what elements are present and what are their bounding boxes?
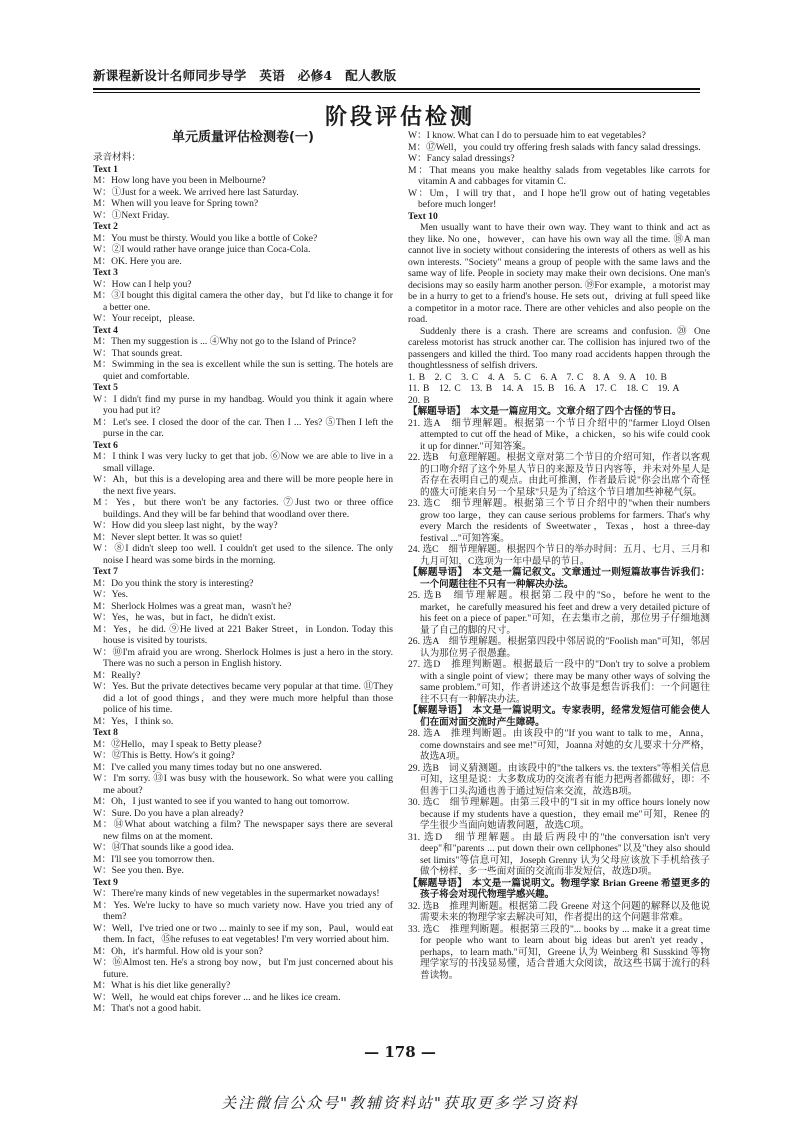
text-line: M：OK. Here you are. — [93, 255, 182, 267]
text-line: M：Then my suggestion is ... ④Why not go to the Island of Prince? — [93, 336, 356, 347]
answers-list — [408, 130, 710, 981]
text-line: M：When will you leave for Spring town? — [93, 198, 259, 209]
text-line: M：You must be thirsty. Would you like a bottle of Coke? — [93, 232, 318, 244]
text-line: 26. 选A 细节理解题。根据第四段中邻居说的"Foolish man"可知，邻居认为那位男子很愚蠢。 — [408, 636, 710, 659]
guide-note: 【解题导语】 本文是一篇记叙文。文章通过一则短篇故事告诉我们：一个问题往往不只有一种解决办法。 — [408, 567, 710, 590]
text-line: 录音材料： — [93, 152, 141, 163]
text-line: M：⑰Well，you could try offering fresh salads with fancy salad dressings. — [408, 141, 701, 153]
text-line: W：That sounds great. — [93, 347, 183, 359]
text-line: W：Yes. But the private detectives became very popular at that time. ⑪They did a lot of good things，and they were much more helpful than those police of his time. — [93, 681, 393, 715]
text-heading: Text 3 — [93, 267, 118, 278]
page-number: — 178 — — [364, 1043, 436, 1061]
text-line: W：Sure. Do you have a plan already? — [93, 807, 244, 819]
text-line: 21. 选A 细节理解题。根据第一个节日介绍中的"farmer Lloyd Olsen attempted to cut off the head of Mike，a chicken，so his wife could cook it up for dinner."可知答案。 — [408, 417, 710, 452]
text-line: M：Yes. We're lucky to have so much variety now. Have you tried any of them? — [93, 899, 393, 922]
text-line: 11. B 12. C 13. B 14. A 15. B 16. A 17. C 18. C 19. A — [408, 383, 680, 394]
text-line: W：Well，he would eat chips forever ... and he likes ice cream. — [93, 991, 341, 1003]
text-line: M：Really? — [93, 669, 141, 681]
text-line: 30. 选C 细节理解题。由第三段中的"I sit in my office hours lonely now because if my students have a question，they email me"可知，Renee 的学生很少当面向她请教问题，故选C项。 — [408, 797, 710, 831]
left-column — [93, 130, 393, 1015]
text-line: 20. B — [408, 394, 430, 406]
text-line: W：I know. What can I do to persuade him to eat vegetables? — [408, 130, 646, 141]
section-subtitle: 单元质量评估检测卷(一) — [172, 130, 314, 145]
text-line: M：I think I was very lucky to get that job. ⑥Now we are able to live in a small village. — [93, 451, 393, 474]
text-heading: Text 10 — [408, 210, 438, 222]
right-column — [408, 130, 710, 981]
guide-note: 【解题导语】 本文是一篇应用文。文章介绍了四个古怪的节日。 — [408, 406, 682, 417]
text-line: M：I'll see you tomorrow then. — [93, 853, 215, 865]
text-line: W：②I would rather have orange juice than Coca-Cola. — [93, 244, 311, 255]
text-line: 24. 选C 细节理解题。根据四个节日的举办时间：五月、七月、三月和九月可知，C选项为一年中最早的节日。 — [408, 544, 710, 567]
text-line: W：①Next Friday. — [93, 209, 170, 221]
text-line: W：I'm sorry. ⑬I was busy with the housework. So what were you calling me about? — [93, 773, 393, 796]
text-heading: Text 2 — [93, 221, 118, 232]
running-header: 新课程新设计名师同步导学 英语 必修4 配人教版 — [93, 68, 397, 83]
guide-note: 【解题导语】 本文是一篇说明文。专家表明，经常发短信可能会使人们在面对面交流时产生障碍。 — [408, 705, 710, 728]
text-line: W：①Just for a week. We arrived here last Saturday. — [93, 186, 299, 198]
text-line: W：⑫This is Betty. How's it going? — [93, 750, 235, 761]
text-line: M：How long have you been in Melbourne? — [93, 175, 266, 186]
text-line: M：Yes，he did. ⑨He lived at 221 Baker Street，in London. Today this house is visited by tourists. — [93, 623, 393, 646]
text-heading: Text 1 — [93, 163, 118, 175]
text-line: W：Your receipt，please. — [93, 313, 195, 324]
text-heading: Text 5 — [93, 382, 118, 393]
header-rule-thin — [93, 92, 700, 93]
text-line: 32. 选B 推理判断题。根据第二段 Greene 对这个问题的解释以及他说需要未来的物理学家去解决可知，作者提出的这个问题非常难。 — [408, 900, 710, 923]
text-line: W：⑩I'm afraid you are wrong. Sherlock Holmes is just a hero in the story. There was no such a person in English history. — [93, 646, 393, 669]
text-line: M：Sherlock Holmes was a great man，wasn't he? — [93, 600, 292, 612]
text-line: M：That means you make healthy salads from vegetables like carrots for vitamin A and cabbages for vitamin C. — [408, 164, 710, 187]
text-line: W：⑭That sounds like a good idea. — [93, 842, 234, 853]
text-heading: Text 4 — [93, 324, 118, 336]
text-line: M：Yes，but there won't be any factories. ⑦Just two or three office buildings. And they will be far behind that woodland over there. — [93, 497, 393, 520]
text-line: W：Yes，he was，but in fact，he didn't exist. — [93, 612, 276, 623]
text-line: W：There're many kinds of new vegetables in the supermarket nowadays! — [93, 888, 380, 899]
page-title: 阶段评估检测 — [324, 104, 475, 130]
text-heading: Text 8 — [93, 727, 118, 738]
text-line: W：Fancy salad dressings? — [408, 153, 515, 164]
text-line: W：See you then. Bye. — [93, 865, 184, 876]
text-line: W：Well，I've tried one or two ... mainly to see if my son，Paul，would eat them. In fact，⑮he refuses to eat vegetables! I'm very worried about him. — [93, 922, 393, 945]
text-line: 22. 选B 句意理解题。根据文章对第二个节日的介绍可知，作者以客观的口吻介绍了这个外星人节日的来源及节日内容等，并未对外星人是否存在表明自己的观点。由此可推测，作者最后说"你会出席个奇怪的盛大可能来自另一个星球"只是为了给这个节日增加些神秘气氛。 — [408, 452, 710, 498]
text-heading: Text 6 — [93, 439, 118, 451]
text-line: M：③I bought this digital camera the other day，but I'd like to change it for a better one. — [93, 290, 393, 313]
text-line: M：Do you think the story is interesting? — [93, 577, 254, 589]
text-line: M：Oh，it's harmful. How old is your son? — [93, 945, 263, 957]
text-line: 33. 选C 推理判断题。根据第三段的"... books by ... make it a great time for people who want to learn about big ideas but aren't yet ready，perhaps，to learn math."可知，Greene 认为 Weinberg 和 Susskind 等物理学家写的书浅显易懂，适合普通大众阅读，故这些书属于流行的科普读物。 — [408, 923, 710, 981]
text-line: M：Yes，I think so. — [93, 715, 174, 727]
text-line: 29. 选B 词义猜测题。由该段中的"the talkers vs. the texters"等相关信息可知，这里是说：大多数成功的交流者有能力把两者都做好，即：不但善于口头沟通也善于通过短信来交流，故选B项。 — [408, 762, 710, 797]
text-line: W：Yes. — [93, 589, 129, 600]
text-line: M：What is his diet like generally? — [93, 980, 231, 991]
text-line: W：How did you sleep last night，by the way? — [93, 520, 278, 531]
text-heading: Text 7 — [93, 566, 118, 577]
text-line: M：Never slept better. It was so quiet! — [93, 531, 243, 543]
text-line: W：⑧I didn't sleep too well. I couldn't get used to the silence. The only noise I heard was some birds in the morning. — [93, 543, 393, 566]
text-line: M：Let's see. I closed the door of the car. Then I ... Yes? ⑤Then I left the purse in the car. — [93, 416, 393, 439]
text-line: 23. 选C 细节理解题。根据第三个节日介绍中的"when their numbers grow too large，they can cause serious problems for farmers. That's why every March the residents of Sweetwater，Texas，host a three-day festival ..."可知答案。 — [408, 498, 710, 544]
text-line: M：Swimming in the sea is excellent while the sun is setting. The hotels are quiet and comfortable. — [93, 359, 393, 382]
text-line: W：Um，I will try that，and I hope he'll grow out of hating vegetables before much longer! — [408, 187, 710, 210]
text-line: 27. 选D 推理判断题。根据最后一段中的"Don't try to solve a problem with a single point of view；there may be many other ways of solving the same problem."可知，作者讲述这个故事是想告诉我们：一个问题往往不只有一种解决办法。 — [408, 659, 710, 705]
text-heading: Text 9 — [93, 876, 118, 888]
text-line: W：How can I help you? — [93, 278, 192, 290]
header-rule — [93, 88, 700, 90]
text-line: Men usually want to have their own way. They want to think and act as they like. No one，however，can have his own way all the time. ⑱A man cannot live in society without considering the interests of others as well as his own interests. "Society" means a group of people with the same laws and the same way of life. People in society may make their own decisions. One man's decisions may so easily harm another person. ⑲For example，a motorist may be in a hurry to get to a friend's house. He sets out，driving at full speed like a competitor in a motor race. There are other vehicles and also people on the road. — [408, 222, 710, 325]
text-line: 28. 选A 推理判断题。由该段中的"If you want to talk to me，Anna，come downstairs and see me!"可知，Joanna 对她的女儿要求十分严格，故选A项。 — [408, 728, 710, 762]
text-line: 1. B 2. C 3. C 4. A 5. C 6. A 7. C 8. A 9. A 10. B — [408, 371, 667, 383]
text-line: M：That's not a good habit. — [93, 1003, 202, 1014]
text-line: 31. 选D 细节理解题。由最后两段中的"the conversation isn't very deep"和"parents ... put down their own cellphones"以及"they also should set limits"等信息可知，Joseph Grenny 认为父母应该放下手机给孩子做个榜样，多一些面对面的交流而非发短信，故选D项。 — [408, 831, 710, 877]
text-line: W：Ah，but this is a developing area and there will be more people here in the next five years. — [93, 474, 393, 497]
guide-note: 【解题导语】 本文是一篇说明文。物理学家 Brian Greene 希望更多的孩子将会对现代物理学感兴趣。 — [408, 877, 710, 900]
text-line: 25. 选B 细节理解题。根据第二段中的"So，before he went to the market，he carefully measured his feet and drew a very detailed picture of his feet on a piece of paper."可知，在去集市之前，那位男子仔细地测量了自己的脚的尺寸。 — [408, 590, 710, 636]
text-line: W：⑯Almost ten. He's a strong boy now，but I'm just concerned about his future. — [93, 957, 393, 980]
footer-note: 关注微信公众号"教辅资料站"获取更多学习资料 — [221, 1094, 579, 1112]
text-line: M：Oh，I just wanted to see if you wanted to hang out tomorrow. — [93, 796, 350, 807]
text-line: M：⑫Hello，may I speak to Betty please? — [93, 738, 262, 750]
text-line: Suddenly there is a crash. There are screams and confusion. ⑳ One careless motorist has struck another car. The collision has injured two of the passengers and killed the third. Too many road accidents happen through the thoughtlessness of selfish drivers. — [408, 325, 710, 371]
transcript-list — [93, 152, 393, 1015]
text-line: M：⑭What about watching a film? The newspaper says there are several new films on at the moment. — [93, 819, 393, 842]
text-line: W：I didn't find my purse in my handbag. Would you think it again where you had put it? — [93, 393, 393, 416]
text-line: M：I've called you many times today but no one answered. — [93, 761, 322, 773]
